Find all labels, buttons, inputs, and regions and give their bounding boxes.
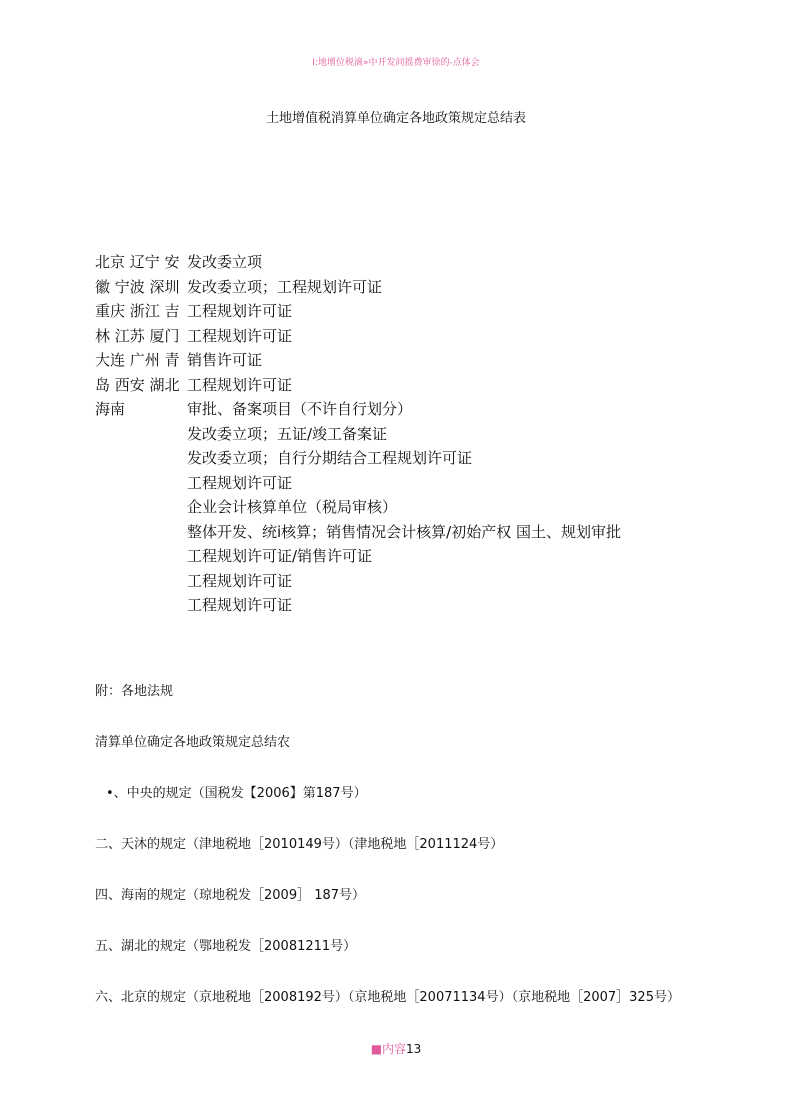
city-line: 重庆 浙江 吉 xyxy=(95,302,180,320)
appendix-subheading: 清算单位确定各地政策规定总结农 xyxy=(95,735,291,750)
page-footer xyxy=(0,1040,792,1057)
policy-line: 工程规划许可证 xyxy=(187,596,293,614)
footer-marker: ■内容 xyxy=(370,1042,407,1056)
policy-line: 工程规划许可证 xyxy=(187,571,293,590)
policy-line: 发改委立项 xyxy=(187,253,263,271)
regulation-item: 六、北京的规定（京地税地［2008192号）（京地税地［20071134号）（京地税地［2007］325号） xyxy=(95,990,680,1005)
city-line: 岛 西安 湖北 xyxy=(95,375,180,394)
policy-line: 企业会计核算单位（税局审核） xyxy=(187,498,398,516)
policy-line: 销售许可证 xyxy=(187,351,263,369)
policy-line: 发改委立项；五证/竣工备案证 xyxy=(187,424,388,443)
page-header: I:地增位税滴»中开发间摇费审徐的-点体会 xyxy=(312,58,480,68)
policy-line: 工程规划许可证 xyxy=(187,375,293,394)
regulation-item: •、中央的规定（国税发【2006】第187号） xyxy=(106,786,367,801)
city-line: 海南 xyxy=(95,400,126,418)
policy-line: 工程规划许可证 xyxy=(187,473,293,492)
policy-line: 工程规划许可证 xyxy=(187,302,293,320)
policy-line: 发改委立项；自行分期结合工程规划许可证 xyxy=(187,449,473,467)
policy-column xyxy=(187,250,621,618)
document-title: 土地增值税消算单位确定各地政策规定总结表 xyxy=(265,111,526,126)
policy-line: 工程规划许可证/销售许可证 xyxy=(187,547,373,565)
regulation-item: 二、天沐的规定（津地税地［2010149号）（津地税地［2011124号） xyxy=(95,837,504,852)
city-line: 北京 辽宁 安 xyxy=(95,253,180,271)
city-column xyxy=(95,250,180,422)
page-number: 13 xyxy=(406,1042,422,1056)
city-line: 大连 广州 青 xyxy=(95,351,180,369)
policy-line: 审批、备案项目（不许自行划分） xyxy=(187,400,413,418)
policy-line: 工程规划许可证 xyxy=(187,326,293,345)
city-line: 徽 宁波 深圳 xyxy=(95,277,180,296)
policy-line: 发改委立项；工程规划许可证 xyxy=(187,277,383,296)
policy-line: 整体开发、统i核算；销售情况会计核算/初始产权 国土、规划审批 xyxy=(187,522,621,541)
regulation-item: 五、湖北的规定（鄂地税发［20081211号） xyxy=(95,939,357,954)
regulation-item: 四、海南的规定（琼地税发［2009］ 187号） xyxy=(95,888,366,903)
appendix-heading: 附：各地法规 xyxy=(95,684,174,699)
city-line: 林 江苏 厦门 xyxy=(95,326,180,345)
